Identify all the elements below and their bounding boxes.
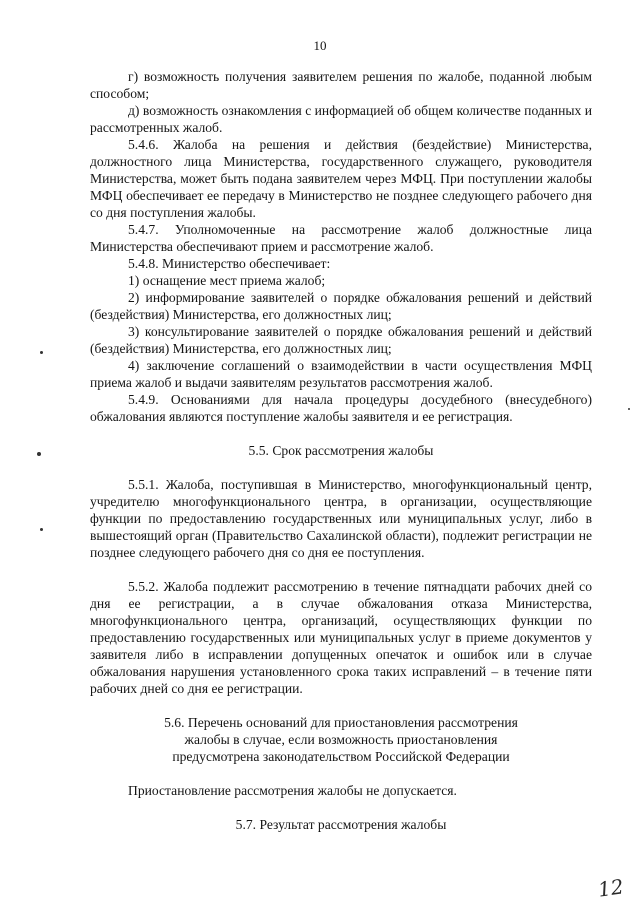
paragraph-g: г) возможность получения заявителем решения по жалобе, поданной любым способом;: [90, 69, 592, 101]
heading-5-6-line-2: жалобы в случае, если возможность приостановления: [184, 732, 498, 747]
paragraph-5-5-1: 5.5.1. Жалоба, поступившая в Министерство, многофункциональный центр, учредителю многофункционального центра, в организации, осуществляющие функции по предоставлению государственных или муниципальных услуг, либо в вышестоящий орган (Правительство Сахалинской области), подлежит регистрации не позднее следующего рабочего дня со дня ее поступления.: [90, 477, 592, 560]
section-heading-5-7: 5.7. Результат рассмотрения жалобы: [235, 817, 447, 832]
list-item-2: 2) информирование заявителей о порядке обжалования решений и действий (бездействия) Министерства, его должностных лиц;: [90, 290, 592, 322]
paragraph-d: д) возможность ознакомления с информацией об общем количестве поданных и рассмотренных жалоб.: [90, 103, 592, 135]
paragraph-5-4-7: 5.4.7. Уполномоченные на рассмотрение жалоб должностные лица Министерства обеспечивают прием и рассмотрение жалоб.: [90, 222, 592, 254]
document-body: [90, 68, 592, 833]
paragraph-5-4-6: 5.4.6. Жалоба на решения и действия (бездействие) Министерства, должностного лица Министерства, государственного служащего, руководителя Министерства, может быть подана заявителем через МФЦ. При поступлении жалобы МФЦ обеспечивает ее передачу в Министерство не позднее следующего рабочего дня со дня поступления жалобы.: [90, 137, 592, 220]
list-item-3: 3) консультирование заявителей о порядке обжалования решений и действий (бездействия) Министерства, его должностных лиц;: [90, 324, 592, 356]
scan-dot-mark: [40, 528, 43, 531]
scan-dot-mark: [40, 351, 43, 354]
page-number: 10: [313, 38, 327, 53]
paragraph-5-4-9: 5.4.9. Основаниями для начала процедуры досудебного (внесудебного) обжалования являются поступление жалобы заявителя и ее регистрация.: [90, 392, 592, 424]
handwritten-page-mark: 12: [596, 874, 625, 902]
section-heading-5-5: 5.5. Срок рассмотрения жалобы: [248, 443, 434, 458]
list-item-4: 4) заключение соглашений о взаимодействии в части осуществления МФЦ приема жалоб и выдачи заявителям результатов рассмотрения жалоб.: [90, 358, 592, 390]
section-heading-5-6: [90, 714, 592, 765]
scan-dot-mark: [37, 452, 41, 456]
list-item-1: 1) оснащение мест приема жалоб;: [128, 273, 326, 288]
scan-dot-mark: [628, 408, 630, 410]
paragraph-5-5-2: 5.5.2. Жалоба подлежит рассмотрению в течение пятнадцати рабочих дней со дня ее регистрации, а в случае обжалования отказа Министерства, многофункционального центра, организаций, осуществляющих функции по предоставлению государственных или муниципальных услуг в приеме документов у заявителя либо в исправлении допущенных опечаток и ошибок или в случае обжалования нарушения установленного срока таких исправлений – в течение пяти рабочих дней со дня ее регистрации.: [90, 579, 592, 696]
paragraph-suspension: Приостановление рассмотрения жалобы не допускается.: [128, 783, 457, 798]
heading-5-6-line-1: 5.6. Перечень оснований для приостановления рассмотрения: [164, 715, 518, 730]
paragraph-5-4-8: 5.4.8. Министерство обеспечивает:: [128, 256, 331, 271]
heading-5-6-line-3: предусмотрена законодательством Российской Федерации: [172, 749, 510, 764]
